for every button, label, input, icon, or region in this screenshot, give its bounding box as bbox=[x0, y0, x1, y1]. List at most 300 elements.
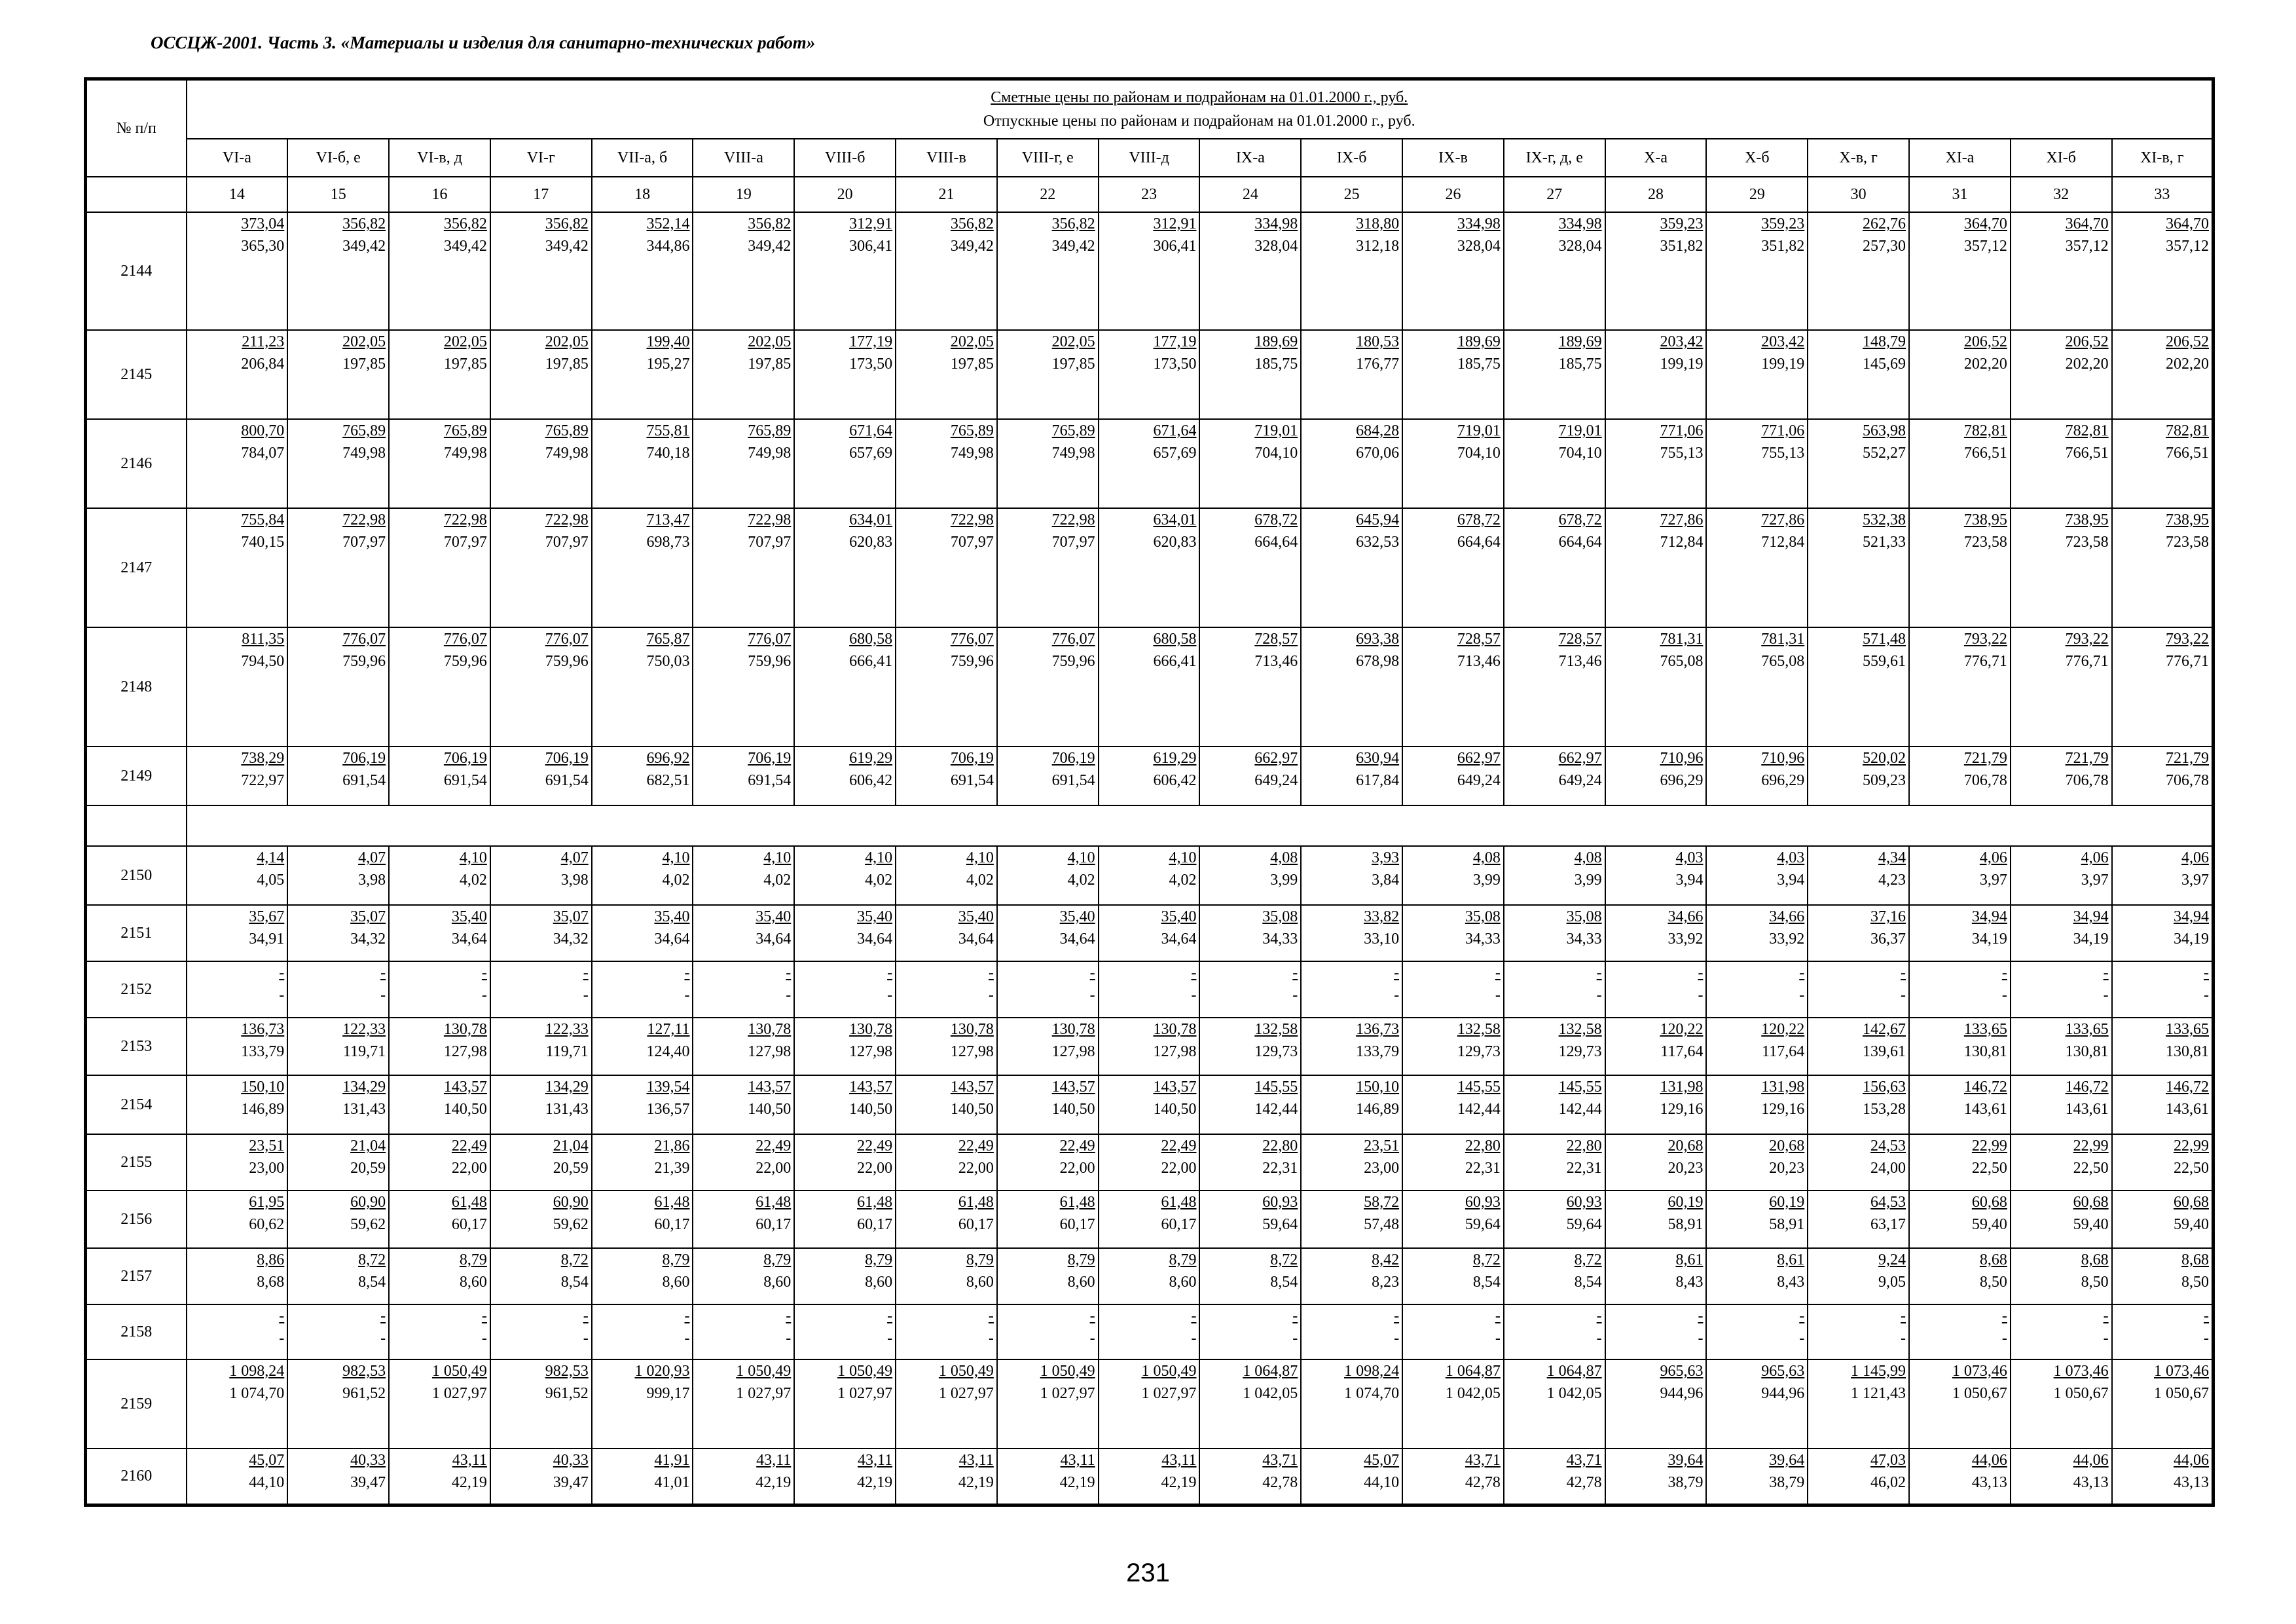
estimate-price: 61,48 bbox=[1059, 1194, 1095, 1211]
price-cell bbox=[1909, 747, 2011, 805]
estimate-price: 356,82 bbox=[443, 215, 487, 232]
release-price: 34,64 bbox=[1161, 931, 1197, 948]
row-number: 2159 bbox=[86, 1359, 187, 1449]
estimate-price: 532,38 bbox=[1863, 511, 1906, 528]
column-number: 24 bbox=[1199, 177, 1301, 212]
estimate-price: - bbox=[583, 1308, 589, 1325]
estimate-price: 44,06 bbox=[2174, 1452, 2209, 1469]
num-header: № п/п bbox=[86, 79, 187, 177]
estimate-price: 146,72 bbox=[2065, 1079, 2109, 1096]
price-cell bbox=[1301, 1075, 1402, 1134]
estimate-price: 1 145,99 bbox=[1851, 1363, 1906, 1380]
estimate-price: 738,95 bbox=[2166, 511, 2209, 528]
price-cell bbox=[1402, 419, 1504, 508]
price-cell bbox=[2011, 1248, 2112, 1304]
release-price: 197,85 bbox=[342, 356, 386, 373]
release-price: 60,17 bbox=[1059, 1216, 1095, 1233]
release-price: 755,13 bbox=[1761, 445, 1805, 462]
price-cell bbox=[1099, 905, 1200, 961]
release-price: 521,33 bbox=[1863, 534, 1906, 551]
estimate-price: 146,72 bbox=[1963, 1079, 2007, 1096]
estimate-price: 34,94 bbox=[2174, 908, 2209, 925]
price-cell bbox=[592, 1449, 693, 1505]
price-cell bbox=[2011, 508, 2112, 627]
estimate-price: 722,98 bbox=[748, 511, 792, 528]
row-number: 2151 bbox=[86, 905, 187, 961]
price-cell bbox=[794, 508, 896, 627]
release-price: 63,17 bbox=[1870, 1216, 1906, 1233]
price-cell bbox=[1402, 330, 1504, 419]
price-cell bbox=[592, 1248, 693, 1304]
price-cell bbox=[287, 1018, 389, 1075]
release-price: 42,19 bbox=[756, 1474, 792, 1491]
release-price: 34,64 bbox=[857, 931, 893, 948]
row-number: 2154 bbox=[86, 1075, 187, 1134]
price-cell bbox=[1402, 627, 1504, 747]
estimate-price: 8,79 bbox=[966, 1251, 994, 1268]
release-price: 60,17 bbox=[1161, 1216, 1197, 1233]
release-price: 8,50 bbox=[2081, 1274, 2109, 1291]
estimate-price: 1 020,93 bbox=[634, 1363, 690, 1380]
table-row bbox=[86, 1018, 2214, 1075]
estimate-price: 41,91 bbox=[654, 1452, 690, 1469]
price-cell bbox=[1605, 212, 1707, 330]
release-price: - bbox=[1495, 987, 1501, 1004]
release-price: 713,46 bbox=[1457, 653, 1501, 670]
estimate-price: 722,98 bbox=[1051, 511, 1095, 528]
release-price: 707,97 bbox=[545, 534, 589, 551]
release-price: 22,00 bbox=[1059, 1160, 1095, 1177]
price-cell bbox=[896, 1304, 997, 1359]
release-price: 131,43 bbox=[342, 1101, 386, 1118]
price-cell bbox=[187, 508, 288, 627]
release-price: 8,60 bbox=[662, 1274, 690, 1291]
release-price: 59,40 bbox=[2073, 1216, 2109, 1233]
release-price: - bbox=[1698, 1330, 1704, 1347]
release-price: 306,41 bbox=[849, 238, 893, 255]
estimate-price: 23,51 bbox=[1364, 1137, 1400, 1154]
release-price: 3,99 bbox=[1574, 872, 1602, 889]
estimate-price: 145,55 bbox=[1558, 1079, 1602, 1096]
release-price: - bbox=[481, 987, 487, 1004]
price-cell bbox=[693, 508, 794, 627]
price-cell bbox=[1099, 961, 1200, 1018]
release-price: 34,64 bbox=[958, 931, 994, 948]
price-cell bbox=[1909, 961, 2011, 1018]
estimate-price: 634,01 bbox=[1153, 511, 1197, 528]
price-cell bbox=[2011, 1075, 2112, 1134]
price-cell bbox=[2011, 1359, 2112, 1449]
release-price: - bbox=[1089, 1330, 1095, 1347]
release-price: 34,32 bbox=[350, 931, 386, 948]
price-cell bbox=[693, 1018, 794, 1075]
release-price: 620,83 bbox=[1153, 534, 1197, 551]
estimate-price: 177,19 bbox=[1153, 333, 1197, 350]
estimate-price: 139,54 bbox=[646, 1079, 690, 1096]
release-price: 712,84 bbox=[1761, 534, 1805, 551]
estimate-price: 571,48 bbox=[1863, 631, 1906, 648]
estimate-price: 150,10 bbox=[241, 1079, 285, 1096]
release-price: 8,43 bbox=[1777, 1274, 1805, 1291]
district-header: VI-б, е bbox=[287, 139, 389, 177]
estimate-price: 356,82 bbox=[748, 215, 792, 232]
price-cell bbox=[1099, 1134, 1200, 1190]
price-cell bbox=[592, 1190, 693, 1248]
price-cell bbox=[2011, 330, 2112, 419]
estimate-price: 352,14 bbox=[646, 215, 690, 232]
release-price: 8,50 bbox=[2181, 1274, 2209, 1291]
estimate-price: 39,64 bbox=[1667, 1452, 1704, 1469]
price-cell bbox=[2112, 508, 2214, 627]
price-cell bbox=[1402, 1359, 1504, 1449]
release-price: 766,51 bbox=[1963, 445, 2007, 462]
release-price: 129,73 bbox=[1558, 1043, 1602, 1060]
price-cell bbox=[1099, 846, 1200, 905]
price-cell bbox=[187, 1190, 288, 1248]
estimate-price: 680,58 bbox=[849, 631, 893, 648]
estimate-price: 982,53 bbox=[545, 1363, 589, 1380]
price-cell bbox=[1706, 212, 1808, 330]
estimate-price: 634,01 bbox=[849, 511, 893, 528]
release-price: 34,19 bbox=[2174, 931, 2209, 948]
release-price: 60,17 bbox=[451, 1216, 487, 1233]
release-price: 696,29 bbox=[1761, 772, 1805, 789]
estimate-price: 122,33 bbox=[342, 1021, 386, 1038]
estimate-price: 721,79 bbox=[2166, 750, 2209, 767]
estimate-price: - bbox=[1495, 965, 1501, 982]
release-price: 559,61 bbox=[1863, 653, 1906, 670]
price-cell bbox=[1909, 1018, 2011, 1075]
release-price: 34,19 bbox=[1971, 931, 2007, 948]
price-cell bbox=[1706, 1018, 1808, 1075]
price-cell bbox=[997, 1449, 1099, 1505]
release-price: 199,19 bbox=[1761, 356, 1805, 373]
estimate-price: 47,03 bbox=[1870, 1452, 1906, 1469]
estimate-price: 4,10 bbox=[966, 849, 994, 866]
estimate-price: 23,51 bbox=[249, 1137, 285, 1154]
estimate-price: 22,49 bbox=[1059, 1137, 1095, 1154]
estimate-price: - bbox=[1191, 965, 1197, 982]
price-cell bbox=[287, 905, 389, 961]
estimate-price: 64,53 bbox=[1870, 1194, 1906, 1211]
price-cell bbox=[1402, 1190, 1504, 1248]
price-cell bbox=[1504, 1134, 1605, 1190]
price-cell bbox=[896, 961, 997, 1018]
estimate-price: 782,81 bbox=[1963, 422, 2007, 439]
district-header: VI-г bbox=[490, 139, 592, 177]
price-cell bbox=[1504, 330, 1605, 419]
price-cell bbox=[997, 1018, 1099, 1075]
estimate-price: 765,89 bbox=[1051, 422, 1095, 439]
price-cell bbox=[1706, 747, 1808, 805]
estimate-price: 21,04 bbox=[553, 1137, 589, 1154]
release-price: 8,54 bbox=[1574, 1274, 1602, 1291]
price-cell bbox=[1909, 1134, 2011, 1190]
release-price: 357,12 bbox=[1963, 238, 2007, 255]
price-cell bbox=[187, 627, 288, 747]
price-cell bbox=[1099, 212, 1200, 330]
estimate-price: 4,06 bbox=[2081, 849, 2109, 866]
release-price: 185,75 bbox=[1558, 356, 1602, 373]
price-cell bbox=[187, 1304, 288, 1359]
price-cell bbox=[997, 1134, 1099, 1190]
price-cell bbox=[997, 212, 1099, 330]
estimate-price: 4,10 bbox=[1067, 849, 1095, 866]
price-cell bbox=[1199, 419, 1301, 508]
release-price: 60,17 bbox=[857, 1216, 893, 1233]
price-cell bbox=[287, 1449, 389, 1505]
price-cell bbox=[1706, 1075, 1808, 1134]
estimate-price: 1 050,49 bbox=[1040, 1363, 1095, 1380]
estimate-price: 4,07 bbox=[560, 849, 589, 866]
estimate-price: 262,76 bbox=[1863, 215, 1906, 232]
estimate-price: 4,06 bbox=[1979, 849, 2007, 866]
estimate-price: 4,03 bbox=[1675, 849, 1704, 866]
price-cell bbox=[1605, 627, 1707, 747]
estimate-price: 706,19 bbox=[950, 750, 994, 767]
release-price: 357,12 bbox=[2065, 238, 2109, 255]
price-cell bbox=[794, 747, 896, 805]
price-cell bbox=[490, 1304, 592, 1359]
release-price: 3,97 bbox=[2181, 872, 2209, 889]
gap-cell bbox=[86, 805, 187, 846]
price-cell bbox=[1706, 905, 1808, 961]
release-price: 4,02 bbox=[763, 872, 792, 889]
release-price: 146,89 bbox=[1356, 1101, 1400, 1118]
price-cell bbox=[997, 1359, 1099, 1449]
estimate-price: 35,40 bbox=[451, 908, 487, 925]
release-price: 712,84 bbox=[1660, 534, 1704, 551]
estimate-price: 22,49 bbox=[857, 1137, 893, 1154]
table-row bbox=[86, 212, 2214, 330]
price-cell bbox=[187, 419, 288, 508]
release-price: 691,54 bbox=[342, 772, 386, 789]
price-cell bbox=[1099, 1449, 1200, 1505]
release-price: 722,97 bbox=[241, 772, 285, 789]
price-cell bbox=[490, 1359, 592, 1449]
price-cell bbox=[794, 961, 896, 1018]
price-cell bbox=[2011, 419, 2112, 508]
price-cell bbox=[2011, 1449, 2112, 1505]
release-price: 620,83 bbox=[849, 534, 893, 551]
release-price: - bbox=[380, 987, 386, 1004]
estimate-price: 4,08 bbox=[1574, 849, 1602, 866]
estimate-price: 35,40 bbox=[958, 908, 994, 925]
release-price: 22,00 bbox=[756, 1160, 792, 1177]
release-price: 759,96 bbox=[748, 653, 792, 670]
estimate-price: 43,11 bbox=[1060, 1452, 1095, 1469]
release-price: 206,84 bbox=[241, 356, 285, 373]
release-price: 3,98 bbox=[560, 872, 589, 889]
release-price: 691,54 bbox=[950, 772, 994, 789]
release-price: 127,98 bbox=[849, 1043, 893, 1060]
price-cell bbox=[896, 1075, 997, 1134]
estimate-price: 776,07 bbox=[950, 631, 994, 648]
estimate-price: 722,98 bbox=[443, 511, 487, 528]
estimate-price: 1 050,49 bbox=[736, 1363, 792, 1380]
release-price: 46,02 bbox=[1870, 1474, 1906, 1491]
estimate-price: 45,07 bbox=[249, 1452, 285, 1469]
price-cell bbox=[1909, 905, 2011, 961]
document-header: ОССЦЖ-2001. Часть 3. «Материалы и изделия для санитарно-технических работ» bbox=[151, 33, 816, 52]
price-cell bbox=[389, 1449, 490, 1505]
estimate-price: 130,78 bbox=[849, 1021, 893, 1038]
release-price: 944,96 bbox=[1761, 1385, 1805, 1402]
estimate-price: 20,68 bbox=[1769, 1137, 1805, 1154]
price-cell bbox=[1706, 508, 1808, 627]
price-cell bbox=[389, 905, 490, 961]
estimate-price: 727,86 bbox=[1761, 511, 1805, 528]
price-cell bbox=[592, 846, 693, 905]
release-price: 1 121,43 bbox=[1851, 1385, 1906, 1402]
release-price: 34,64 bbox=[654, 931, 690, 948]
release-price: 4,05 bbox=[257, 872, 285, 889]
estimate-price: - bbox=[988, 1308, 994, 1325]
price-cell bbox=[1706, 1134, 1808, 1190]
release-price: - bbox=[684, 987, 690, 1004]
release-price: 657,69 bbox=[849, 445, 893, 462]
release-price: 606,42 bbox=[849, 772, 893, 789]
row-number: 2158 bbox=[86, 1304, 187, 1359]
column-number: 21 bbox=[896, 177, 997, 212]
release-price: 59,40 bbox=[2174, 1216, 2209, 1233]
release-price: - bbox=[2204, 1330, 2209, 1347]
price-cell bbox=[1199, 1248, 1301, 1304]
price-cell bbox=[794, 1449, 896, 1505]
release-price: 197,85 bbox=[443, 356, 487, 373]
estimate-price: 706,19 bbox=[1051, 750, 1095, 767]
price-cell bbox=[1504, 961, 1605, 1018]
release-price: 344,86 bbox=[646, 238, 690, 255]
estimate-price: 8,72 bbox=[1574, 1251, 1602, 1268]
estimate-price: 738,95 bbox=[1963, 511, 2007, 528]
release-price: 59,40 bbox=[1971, 1216, 2007, 1233]
estimate-price: 211,23 bbox=[242, 333, 285, 350]
release-price: 34,33 bbox=[1262, 931, 1298, 948]
price-cell bbox=[287, 419, 389, 508]
release-price: 704,10 bbox=[1558, 445, 1602, 462]
release-price: 23,00 bbox=[1364, 1160, 1400, 1177]
estimate-price: 738,29 bbox=[241, 750, 285, 767]
price-cell bbox=[794, 212, 896, 330]
price-cell bbox=[1808, 627, 1909, 747]
estimate-price: 34,66 bbox=[1667, 908, 1704, 925]
estimate-price: 40,33 bbox=[350, 1452, 386, 1469]
price-cell bbox=[1504, 1359, 1605, 1449]
release-price: 143,61 bbox=[2065, 1101, 2109, 1118]
price-cell bbox=[1909, 1359, 2011, 1449]
price-cell bbox=[490, 419, 592, 508]
release-price: 173,50 bbox=[849, 356, 893, 373]
estimate-price: 8,72 bbox=[1270, 1251, 1298, 1268]
price-cell bbox=[2112, 419, 2214, 508]
estimate-price: 4,34 bbox=[1878, 849, 1906, 866]
release-price: 142,44 bbox=[1254, 1101, 1298, 1118]
price-cell bbox=[997, 330, 1099, 419]
price-cell bbox=[1504, 627, 1605, 747]
release-price: 707,97 bbox=[748, 534, 792, 551]
price-cell bbox=[2112, 1190, 2214, 1248]
estimate-price: - bbox=[2103, 965, 2109, 982]
release-price: 664,64 bbox=[1254, 534, 1298, 551]
release-price: 704,10 bbox=[1457, 445, 1501, 462]
estimate-price: - bbox=[2001, 965, 2007, 982]
price-cell bbox=[794, 1018, 896, 1075]
estimate-price: 706,19 bbox=[342, 750, 386, 767]
release-price: 127,98 bbox=[1153, 1043, 1197, 1060]
price-cell bbox=[1301, 1018, 1402, 1075]
price-cell bbox=[693, 1134, 794, 1190]
release-price: 740,15 bbox=[241, 534, 285, 551]
price-cell bbox=[794, 330, 896, 419]
release-price: 8,54 bbox=[1270, 1274, 1298, 1291]
price-cell bbox=[1706, 419, 1808, 508]
estimate-price: 143,57 bbox=[950, 1079, 994, 1096]
estimate-price: 34,66 bbox=[1769, 908, 1805, 925]
estimate-price: - bbox=[583, 965, 589, 982]
price-cell bbox=[1605, 846, 1707, 905]
price-cell bbox=[794, 1304, 896, 1359]
release-price: 766,51 bbox=[2166, 445, 2209, 462]
release-price: 129,73 bbox=[1457, 1043, 1501, 1060]
release-price: 632,53 bbox=[1356, 534, 1400, 551]
release-price: 961,52 bbox=[342, 1385, 386, 1402]
price-cell bbox=[287, 508, 389, 627]
estimate-price: 37,16 bbox=[1870, 908, 1906, 925]
column-number: 14 bbox=[187, 177, 288, 212]
price-cell bbox=[287, 1359, 389, 1449]
price-cell bbox=[693, 1359, 794, 1449]
release-price: 43,13 bbox=[2073, 1474, 2109, 1491]
estimate-price: 728,57 bbox=[1254, 631, 1298, 648]
price-cell bbox=[997, 627, 1099, 747]
estimate-price: 1 073,46 bbox=[2154, 1363, 2209, 1380]
estimate-price: 60,19 bbox=[1667, 1194, 1704, 1211]
price-cell bbox=[592, 961, 693, 1018]
price-cell bbox=[1706, 1304, 1808, 1359]
estimate-price: 728,57 bbox=[1457, 631, 1501, 648]
price-cell bbox=[592, 212, 693, 330]
title-row bbox=[86, 79, 2214, 139]
estimate-price: - bbox=[1394, 1308, 1400, 1325]
estimate-price: 965,63 bbox=[1660, 1363, 1704, 1380]
estimate-price: 60,19 bbox=[1769, 1194, 1805, 1211]
estimate-price: 177,19 bbox=[849, 333, 893, 350]
column-number: 29 bbox=[1706, 177, 1808, 212]
price-cell bbox=[693, 905, 794, 961]
release-price: 351,82 bbox=[1660, 238, 1704, 255]
release-price: 1 074,70 bbox=[229, 1385, 285, 1402]
price-cell bbox=[896, 1449, 997, 1505]
estimate-price: 33,82 bbox=[1364, 908, 1400, 925]
column-number: 15 bbox=[287, 177, 389, 212]
release-price: 8,60 bbox=[763, 1274, 792, 1291]
release-price: 723,58 bbox=[2065, 534, 2109, 551]
release-price: 20,23 bbox=[1667, 1160, 1704, 1177]
release-price: 8,60 bbox=[966, 1274, 994, 1291]
release-price: 707,97 bbox=[950, 534, 994, 551]
release-price: 60,17 bbox=[756, 1216, 792, 1233]
price-cell bbox=[1909, 1248, 2011, 1304]
price-cell bbox=[592, 1134, 693, 1190]
estimate-price: 4,08 bbox=[1472, 849, 1501, 866]
release-price: 43,13 bbox=[2174, 1474, 2209, 1491]
price-cell bbox=[2112, 1134, 2214, 1190]
price-cell bbox=[1605, 1359, 1707, 1449]
price-cell bbox=[1099, 627, 1200, 747]
estimate-price: 22,80 bbox=[1465, 1137, 1501, 1154]
release-price: 22,00 bbox=[958, 1160, 994, 1177]
